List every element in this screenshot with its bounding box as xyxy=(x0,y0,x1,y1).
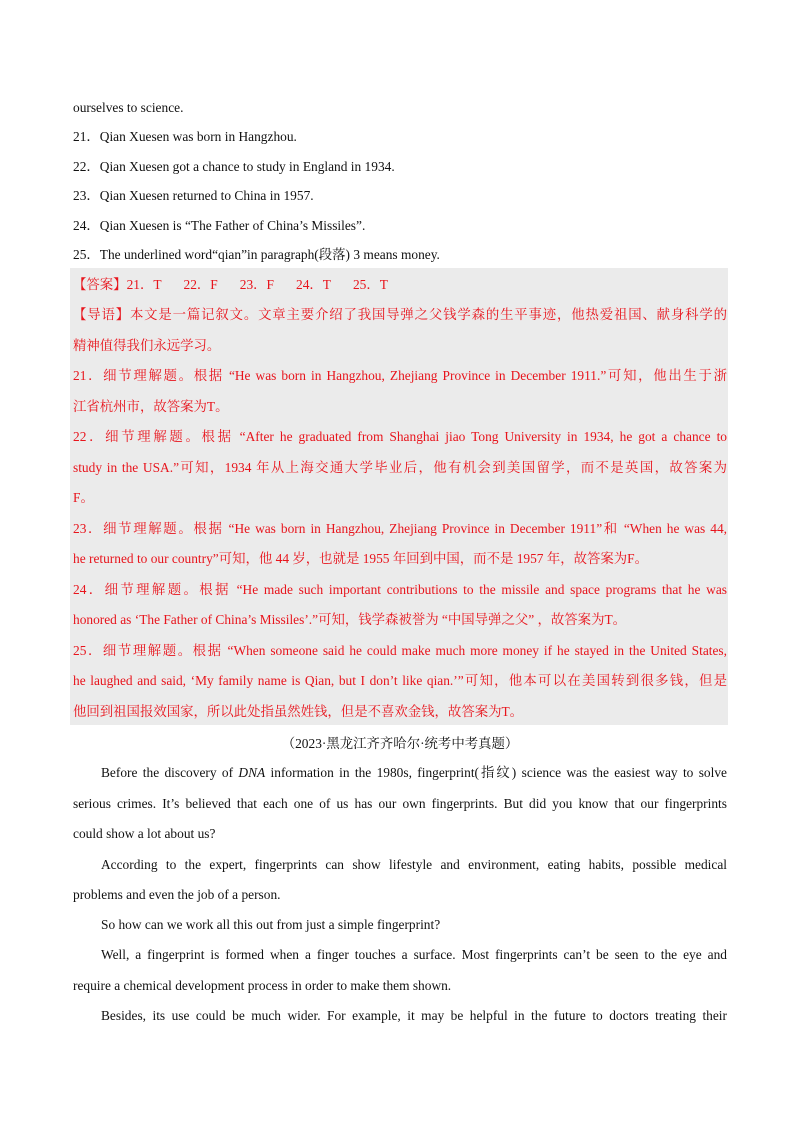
source-heading: （2023·黑龙江齐齐哈尔·统考中考真题） xyxy=(281,736,519,751)
question-24: 24．Qian Xuesen is “The Father of China’s Missiles”. xyxy=(73,218,366,233)
explanation-line: 23．细节理解题。根据 “He was born in Hangzhou, Zhejiang Province in December 1911”和 “When he was 44, xyxy=(73,521,727,536)
answer-item: 24．T xyxy=(296,277,331,292)
explanation-line: he laughed and said, ‘My family name is Qian, but I don’t like qian.’”可知，他本可以在美国转到很多钱，但是 xyxy=(73,673,727,688)
passage-line: According to the expert, fingerprints can show lifestyle and environment, eating habits, possible medical xyxy=(101,857,727,872)
passage-dna: DNA xyxy=(238,765,266,780)
explanation-line: honored as ‘The Father of China’s Missiles’.”可知，钱学森被誉为 “中国导弹之父” ，故答案为T。 xyxy=(73,612,627,627)
explanation-line: 25．细节理解题。根据 “When someone said he could make much more money if he stayed in the United States, xyxy=(73,643,727,658)
explanation-line: 江省杭州市，故答案为T。 xyxy=(73,399,229,414)
explanation-line: 24．细节理解题。根据 “He made such important contributions to the missile and space programs that he was xyxy=(73,582,727,597)
question-22: 22．Qian Xuesen got a chance to study in England in 1934. xyxy=(73,159,395,174)
explanation-line: 21．细节理解题。根据 “He was born in Hangzhou, Zhejiang Province in December 1911.”可知，他出生于浙 xyxy=(73,368,727,383)
question-25: 25．The underlined word“qian”in paragraph(段落) 3 means money. xyxy=(73,247,440,262)
passage-text: information in the 1980s, fingerprint(指纹) science was the easiest way to solve xyxy=(265,765,727,780)
passage-line: Well, a fingerprint is formed when a finger touches a surface. Most fingerprints can’t be seen to the eye and xyxy=(101,947,727,962)
passage-line: serious crimes. It’s believed that each one of us has our own fingerprints. But did you know that our fingerprints xyxy=(73,796,727,811)
question-21: 21．Qian Xuesen was born in Hangzhou. xyxy=(73,129,297,144)
explanation-line: F。 xyxy=(73,490,94,505)
passage-text: Before the discovery of xyxy=(101,765,239,780)
answer-item: 25．T xyxy=(352,277,388,292)
answer-item: 21．T xyxy=(126,277,162,292)
guide-line-2: 精神值得我们永远学习。 xyxy=(73,338,221,353)
passage-line: So how can we work all this out from just a simple fingerprint? xyxy=(101,917,441,932)
guide-line-1: 【导语】本文是一篇记叙文。文章主要介绍了我国导弹之父钱学森的生平事迹，他热爱祖国、献身科学的 xyxy=(73,307,727,322)
passage-line xyxy=(101,763,727,783)
passage-line: problems and even the job of a person. xyxy=(73,887,281,902)
passage-line: could show a lot about us? xyxy=(73,826,216,841)
passage-line: Besides, its use could be much wider. For example, it may be helpful in the future to doctors treating their xyxy=(101,1008,727,1023)
answer-item: 22．F xyxy=(183,277,218,292)
answer-item: 23．F xyxy=(239,277,274,292)
explanation-line: 他回到祖国报效国家，所以此处指虽然姓钱，但是不喜欢金钱，故答案为T。 xyxy=(73,704,524,719)
explanation-line: 22．细节理解题。根据 “After he graduated from Shanghai jiao Tong University in 1934, he got a chance to xyxy=(73,429,727,444)
explanation-line: study in the USA.”可知，1934 年从上海交通大学毕业后，他有机会到美国留学，而不是英国，故答案为 xyxy=(73,460,727,475)
explanation-line: he returned to our country”可知，他 44 岁，也就是 1955 年回到中国，而不是 1957 年，故答案为F。 xyxy=(73,551,649,566)
answer-key xyxy=(73,275,727,295)
intro-tail: ourselves to science. xyxy=(73,100,184,115)
passage-line: require a chemical development process in order to make them shown. xyxy=(73,978,452,993)
question-23: 23．Qian Xuesen returned to China in 1957. xyxy=(73,188,314,203)
answer-label: 【答案】 xyxy=(73,277,127,292)
